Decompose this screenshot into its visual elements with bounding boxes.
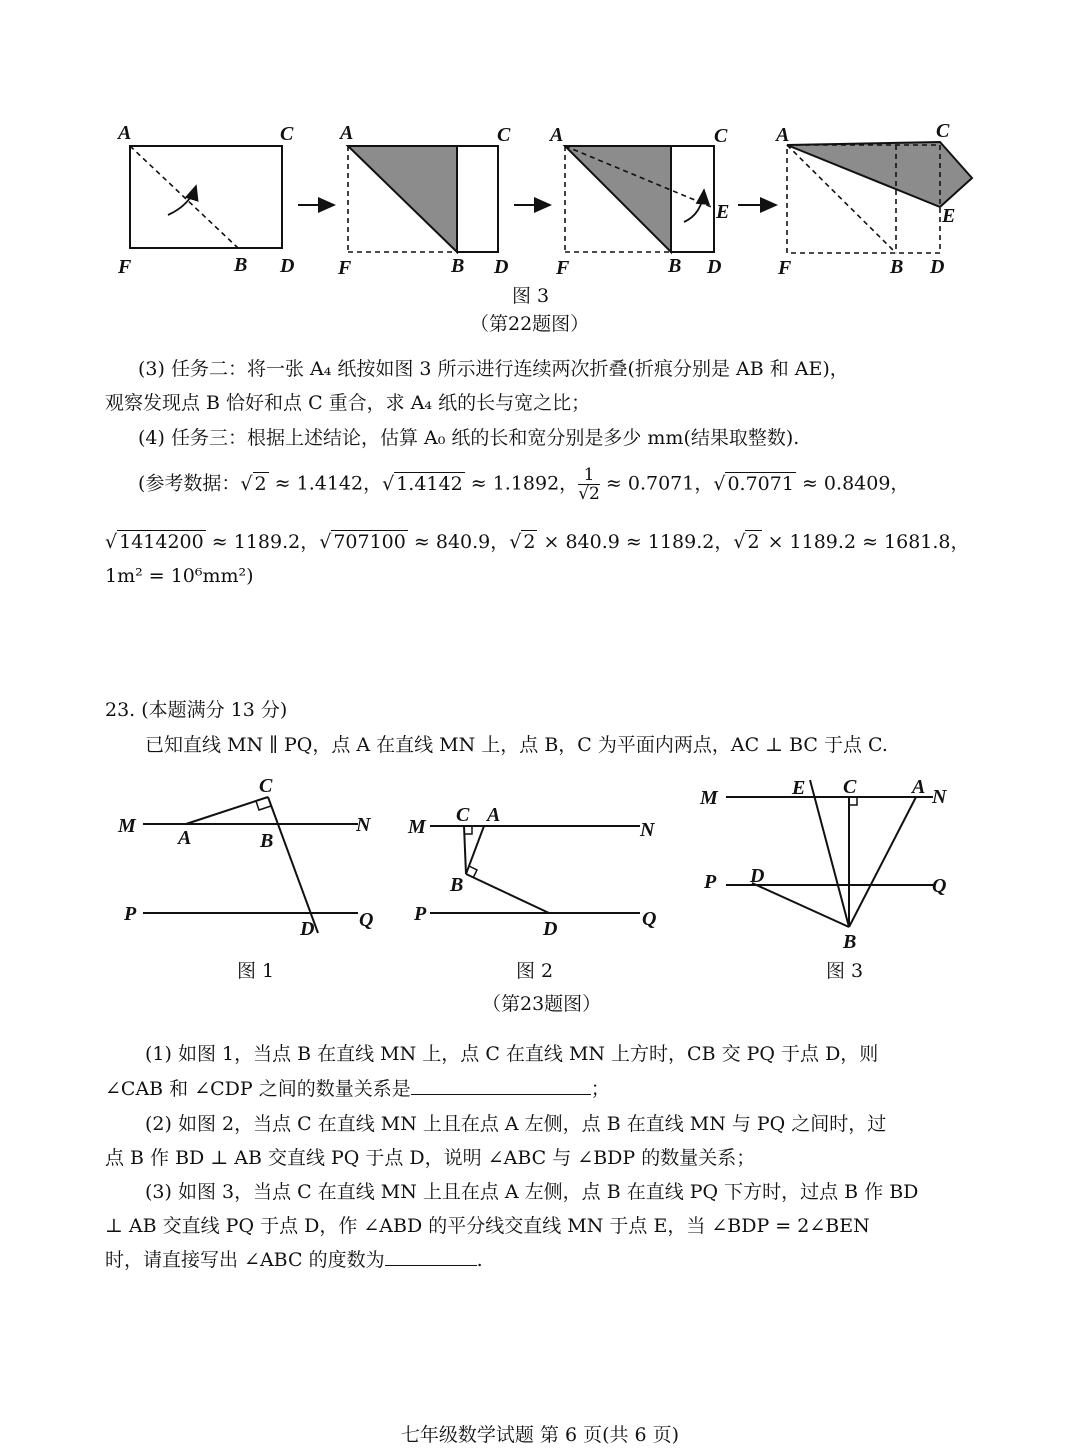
label-c: C (936, 120, 950, 142)
label-p: P (704, 871, 717, 893)
q22-reference-data-line3: 1m² = 10⁶mm²) (105, 565, 254, 587)
page-footer: 七年级数学试题 第 6 页(共 6 页) (400, 1424, 680, 1446)
label-q: Q (359, 909, 374, 931)
problem-22-figure-caption: （第22题图） (470, 313, 590, 335)
label-d: D (300, 918, 315, 940)
figure-3-folding-diagram (0, 0, 1080, 340)
label-m: M (408, 816, 426, 838)
fig2-caption: 图 2 (516, 960, 554, 982)
label-f: F (338, 257, 352, 279)
label-f: F (556, 257, 570, 279)
label-b: B (451, 255, 465, 277)
label-e: E (942, 205, 956, 227)
label-p: P (124, 903, 137, 925)
label-a: A (550, 124, 564, 146)
label-q: Q (932, 875, 947, 897)
label-b: B (890, 256, 904, 278)
label-f: F (778, 257, 792, 279)
label-d: D (707, 256, 722, 278)
q23-part3-line3: 时，请直接写出 ∠ABC 的度数为 . (105, 1243, 483, 1277)
label-f: F (118, 256, 132, 278)
q23-title: 23. (本题满分 13 分) (105, 699, 288, 721)
label-m: M (118, 815, 136, 837)
label-q: Q (642, 908, 657, 930)
label-a: A (118, 122, 132, 144)
label-b: B (668, 255, 682, 277)
answer-blank-2[interactable] (385, 1243, 477, 1266)
label-d: D (543, 918, 558, 940)
q23-part1-line1: (1) 如图 1，当点 B 在直线 MN 上，点 C 在直线 MN 上方时，CB 交 PQ 于点 D，则 (145, 1043, 879, 1065)
fold-panel-2 (337, 122, 511, 279)
label-n: N (356, 814, 371, 836)
label-d: D (280, 255, 295, 277)
label-e: E (716, 201, 730, 223)
label-b: B (450, 874, 464, 896)
label-b: B (843, 931, 857, 953)
q23-figure-2 (407, 804, 656, 982)
label-p: P (414, 903, 427, 925)
fraction-one-over-root-two: $\frac{1}{√2}$ (578, 465, 600, 504)
q23-part2-line1: (2) 如图 2，当点 C 在直线 MN 上且在点 A 左侧，点 B 在直线 MN 与 PQ 之间时，过 (145, 1113, 887, 1135)
q22-part4-line: (4) 任务三：根据上述结论，估算 A₀ 纸的长和宽分别是多少 mm(结果取整数). (138, 427, 800, 449)
fold-panel-3 (548, 124, 729, 279)
label-a: A (487, 804, 501, 826)
fig1-caption: 图 1 (237, 960, 275, 982)
label-a: A (776, 124, 790, 146)
label-d: D (930, 256, 945, 278)
label-c: C (259, 775, 273, 797)
label-b: B (234, 254, 248, 276)
label-a: A (340, 122, 354, 144)
label-c: C (280, 123, 294, 145)
label-a: A (912, 776, 926, 798)
q22-reference-data-line1: (参考数据：√ 2 ≈ 1.4142，√ 1.4142 ≈ 1.1892， $\frac{1}{√2}$ ≈ 0.7071，√ 0.7071 ≈ 0.8409， (138, 465, 910, 504)
q23-part2-line2: 点 B 作 BD ⊥ AB 交直线 PQ 于点 D，说明 ∠ABC 与 ∠BDP 的数量关系； (105, 1147, 756, 1169)
fold-panel-1 (116, 122, 294, 278)
q23-part3-line1: (3) 如图 3，当点 C 在直线 MN 上且在点 A 左侧，点 B 在直线 PQ 下方时，过点 B 作 BD (145, 1181, 919, 1203)
q23-figures (0, 770, 1080, 1040)
q23-figure-1 (117, 775, 373, 982)
q22-part3-line2: 观察发现点 B 恰好和点 C 重合，求 A₄ 纸的长与宽之比； (105, 392, 591, 414)
label-c: C (456, 804, 470, 826)
q23-intro: 已知直线 MN ∥ PQ，点 A 在直线 MN 上，点 B，C 为平面内两点，AC ⊥ BC 于点 C. (145, 734, 888, 756)
answer-blank-1[interactable] (411, 1072, 591, 1095)
label-c: C (843, 776, 857, 798)
q23-part3-line2: ⊥ AB 交直线 PQ 于点 D，作 ∠ABD 的平分线交直线 MN 于点 E，当 ∠BDP = 2∠BEN (105, 1215, 870, 1237)
fold-panel-4 (774, 120, 972, 279)
figure-caption: 图 3 (512, 285, 550, 307)
q22-part3-line1: (3) 任务二：将一张 A₄ 纸按如图 3 所示进行连续两次折叠(折痕分别是 AB 和 AE)， (138, 358, 849, 380)
label-a: A (178, 827, 192, 849)
label-n: N (640, 819, 655, 841)
label-m: M (700, 787, 718, 809)
label-d: D (494, 256, 509, 278)
q23-part1-line2: ∠CAB 和 ∠CDP 之间的数量关系是 ； (105, 1072, 610, 1106)
fig3-caption: 图 3 (826, 960, 864, 982)
label-c: C (497, 124, 511, 146)
label-e: E (792, 777, 806, 799)
label-c: C (714, 125, 728, 147)
label-b: B (260, 830, 274, 852)
label-n: N (932, 786, 947, 808)
label-d: D (750, 865, 765, 887)
q22-reference-data-line2: √ 1414200 ≈ 1189.2，√ 707100 ≈ 840.9，√ 2 × 840.9 ≈ 1189.2，√ 2 × 1189.2 ≈ 1681.8， (105, 531, 970, 553)
q23-figure-3 (699, 776, 948, 982)
problem-23-figure-caption: （第23题图） (482, 993, 602, 1015)
